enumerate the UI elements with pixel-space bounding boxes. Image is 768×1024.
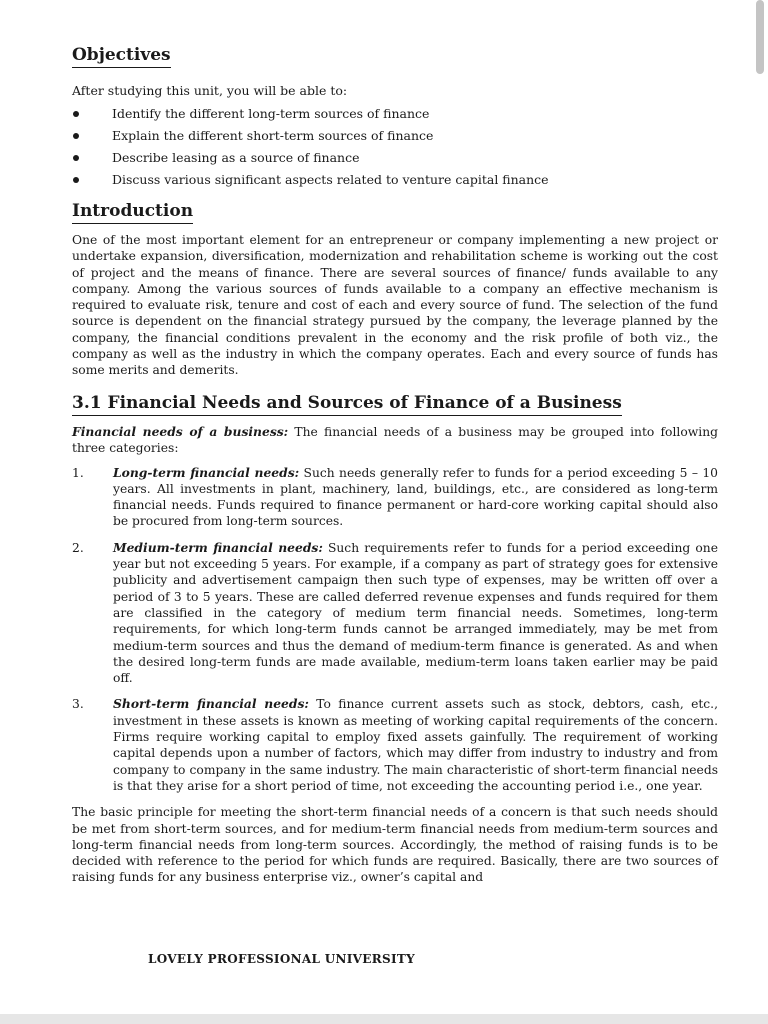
scrollbar-thumb[interactable]: [756, 0, 764, 74]
item-label: Short-term financial needs:: [113, 696, 309, 712]
bullet-icon: [73, 111, 79, 117]
introduction-heading: Introduction: [72, 200, 193, 224]
item-label: Long-term financial needs:: [113, 464, 300, 480]
section-3-1: [72, 392, 718, 886]
item-text: Such needs generally refer to funds for a period exceeding 5 – 10 years. All investments in plant, machinery, land, buildings, etc., are considered as long-term financial needs. Funds required to finance permanent or hard-core working capital should also be procured from long-term sources.: [113, 465, 718, 529]
needs-item: [72, 540, 718, 687]
objectives-list: [72, 103, 718, 191]
bullet-icon: [73, 177, 79, 183]
bullet-icon: [73, 133, 79, 139]
objective-item: Describe leasing as a source of finance: [72, 147, 718, 169]
introduction-body: One of the most important element for an entrepreneur or company implementing a new project or undertake expansion, diversification, modernization and rehabilitation scheme is working out the cost of project and the means of finance. There are several sources of finance/ funds available to any company. Among the various sources of funds available to a company an effective mechanism is required to evaluate risk, tenure and cost of each and every source of fund. The selection of the fund source is dependent on the financial strategy pursued by the company, the leverage planned by the company, the financial conditions prevalent in the economy and the risk profile of both viz., the company as well as the industry in which the company operates. Each and every source of funds has some merits and demerits.: [72, 233, 718, 378]
item-number: 1.: [72, 465, 84, 480]
objectives-lead: After studying this unit, you will be able to:: [72, 83, 348, 98]
section-heading: 3.1 Financial Needs and Sources of Finance of a Business: [72, 392, 622, 416]
page-footer: LOVELY PROFESSIONAL UNIVERSITY: [148, 952, 415, 966]
item-number: 2.: [72, 540, 84, 555]
item-text: To finance current assets such as stock, debtors, cash, etc., investment in these assets is known as meeting of working capital requirements of the concern. Firms require working capital to employ fixed assets gainfully. The requirement of working capital depends upon a number of factors, which may differ from industry to industry and from company to company in the same industry. The main characteristic of short-term financial needs is that they arise for a short period of time, not exceeding the accounting period i.e., one year.: [113, 697, 718, 793]
objectives-heading: Objectives: [72, 44, 171, 68]
objectives-section: [72, 44, 718, 191]
bullet-icon: [73, 155, 79, 161]
introduction-section: [72, 200, 718, 379]
bottom-band: [0, 1014, 768, 1024]
needs-item: [72, 696, 718, 794]
closing-paragraph: The basic principle for meeting the short-term financial needs of a concern is that such needs should be met from short-term sources, and for medium-term financial needs from medium-term sources and long-term financial needs from long-term sources. Accordingly, the method of raising funds is to be decided with reference to the period for which funds are required. Basically, there are two sources of raising funds for any business enterprise viz., owner’s capital and: [72, 805, 718, 885]
objective-item: Identify the different long-term sources of finance: [72, 103, 718, 125]
item-label: Medium-term financial needs:: [113, 539, 323, 555]
section-lead: [72, 424, 718, 457]
section-lead-label: Financial needs of a business:: [72, 424, 289, 439]
section-lead-text: The financial needs of a business may be grouped into following three categories:: [72, 425, 718, 456]
needs-item: [72, 465, 718, 530]
needs-list: [72, 465, 718, 795]
item-text: Such requirements refer to funds for a period exceeding one year but not exceeding 5 years. For example, if a company as part of strategy goes for extensive publicity and advertisement campaign then such type of expenses, may be written off over a period of 3 to 5 years. These are called deferred revenue expenses and funds required for them are classified in the category of medium term financial needs. Sometimes, long-term requirements, for which long-term funds cannot be arranged immediately, may be met from medium-term sources and thus the demand of medium-term finance is generated. As and when the desired long-term funds are made available, medium-term loans taken earlier may be paid off.: [113, 540, 718, 686]
objective-item: Discuss various significant aspects related to venture capital finance: [72, 169, 718, 191]
objective-item: Explain the different short-term sources of finance: [72, 125, 718, 147]
item-number: 3.: [72, 697, 84, 712]
